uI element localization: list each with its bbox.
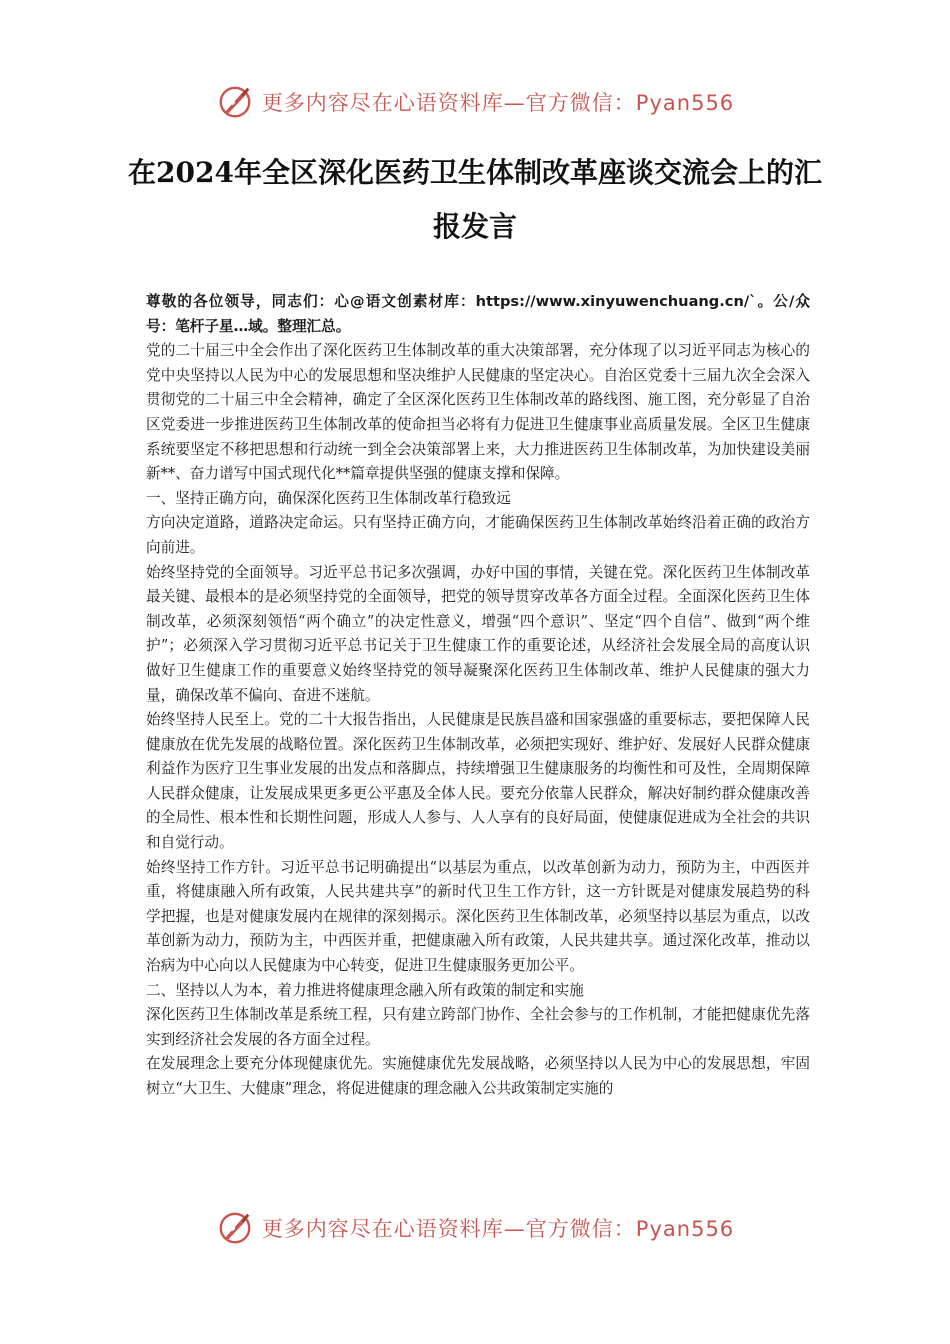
banner-text: 更多内容尽在心语资料库—官方微信：Pyan556 [261, 91, 735, 115]
paragraph: 始终坚持工作方针。习近平总书记明确提出“以基层为重点，以改革创新为动力，预防为主，中西医并重，将健康融入所有政策，人民共建共享”的新时代卫生工作方针，这一方针既是对健康发展趋势的科学把握，也是对健康发展内在规律的深刻揭示。深化医药卫生体制改革，必须坚持以基层为重点，以改革创新为动力，预防为主，中西医并重，把健康融入所有政策，人民共建共享。通过深化改革，推动以治病为中心向以人民健康为中心转变，促进卫生健康服务更加公平。 [146, 858, 810, 975]
paragraph: 始终坚持人民至上。党的二十大报告指出，人民健康是民族昌盛和国家强盛的重要标志，要把保障人民健康放在优先发展的战略位置。深化医药卫生体制改革，必须把实现好、维护好、发展好人民群众健康利益作为医疗卫生事业发展的出发点和落脚点，持续增强卫生健康服务的均衡性和可及性，全周期保障人民群众健康，让发展成果更多更公平惠及全体人民。要充分依靠人民群众，解决好制约群众健康改善的全局性、根本性和长期性问题，形成人人参与、人人享有的良好局面，使健康促进成为全社会的共识和自觉行动。 [146, 711, 810, 852]
greeting-line: 尊敬的各位领导，同志们：心@语文创素材库：https://www.xinyuwenchuang.cn/`。公/众号：笔杆子星…域。整理汇总。 [146, 293, 810, 335]
paragraph: 方向决定道路，道路决定命运。只有坚持正确方向，才能确保医药卫生体制改革始终沿着正确的政治方向前进。 [146, 514, 810, 556]
section-heading: 二、坚持以人为本，着力推进将健康理念融入所有政策的制定和实施 [146, 981, 584, 999]
document-body [146, 290, 810, 1102]
pen-logo-icon [216, 1209, 254, 1247]
footer-watermark-banner [0, 1206, 950, 1250]
header-watermark-banner [0, 80, 950, 124]
paragraph: 党的二十届三中全会作出了深化医药卫生体制改革的重大决策部署，充分体现了以习近平同志为核心的党中央坚持以人民为中心的发展思想和坚决维护人民健康的坚定决心。自治区党委十三届九次全会深入贯彻党的二十届三中全会精神，确定了全区深化医药卫生体制改革的路线图、施工图，充分彰显了自治区党委进一步推进医药卫生体制改革的使命担当必将有力促进卫生健康事业高质量发展。全区卫生健康系统要坚定不移把思想和行动统一到全会决策部署上来，大力推进医药卫生体制改革，为加快建设美丽新**、奋力谱写中国式现代化**篇章提供坚强的健康支撑和保障。 [146, 342, 810, 483]
banner-text: 更多内容尽在心语资料库—官方微信：Pyan556 [261, 1217, 735, 1241]
paragraph: 深化医药卫生体制改革是系统工程，只有建立跨部门协作、全社会参与的工作机制，才能把健康优先落实到经济社会发展的各方面全过程。 [146, 1006, 810, 1048]
section-heading: 一、坚持正确方向，确保深化医药卫生体制改革行稳致远 [146, 489, 511, 507]
pen-logo-icon [216, 83, 254, 121]
paragraph: 始终坚持党的全面领导。习近平总书记多次强调，办好中国的事情，关键在党。深化医药卫生体制改革最关键、最根本的是必须坚持党的全面领导，把党的领导贯穿改革各方面全过程。全面深化医药卫生体制改革，必须深刻领悟“两个确立”的决定性意义，增强“四个意识”、坚定“四个自信”、做到“两个维护”；必须深入学习贯彻习近平总书记关于卫生健康工作的重要论述，从经济社会发展全局的高度认识做好卫生健康工作的重要意义始终坚持党的领导凝聚深化医药卫生体制改革、维护人民健康的强大力量，确保改革不偏向、奋进不迷航。 [146, 563, 810, 704]
paragraph: 在发展理念上要充分体现健康优先。实施健康优先发展战略，必须坚持以人民为中心的发展思想，牢固树立“大卫生、大健康”理念，将促进健康的理念融入公共政策制定实施的 [146, 1055, 810, 1097]
document-title: 在2024年全区深化医药卫生体制改革座谈交流会上的汇报发言 [128, 156, 822, 243]
